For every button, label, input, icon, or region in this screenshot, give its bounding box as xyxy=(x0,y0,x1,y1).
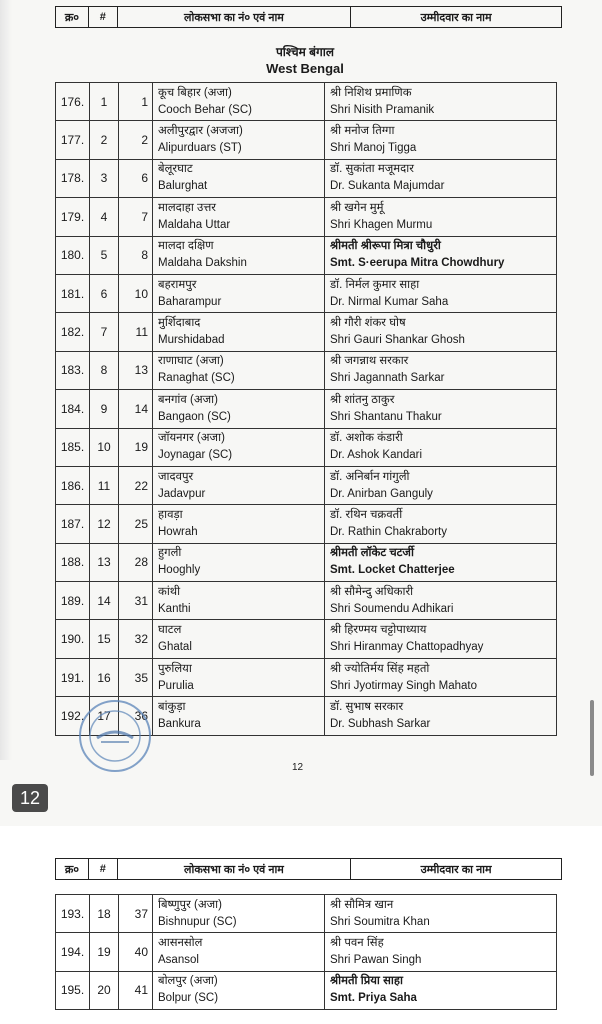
constituency-number: 25 xyxy=(119,505,153,543)
constituency-name-english: Kanthi xyxy=(158,602,191,615)
constituency-name-hindi: बेलूरघाट xyxy=(158,163,193,176)
serial-number: 188. xyxy=(56,543,90,581)
candidate-name-english: Smt. Priya Saha xyxy=(330,992,417,1005)
state-index: 10 xyxy=(90,428,119,466)
candidate-name-english: Shri Soumendu Adhikari xyxy=(330,602,454,615)
constituency-name xyxy=(153,933,325,971)
constituency-name xyxy=(153,505,325,543)
constituency-name-hindi: राणाघाट (अजा) xyxy=(158,355,224,368)
constituency-name-english: Purulia xyxy=(158,679,194,692)
serial-number: 193. xyxy=(56,895,90,933)
table-row xyxy=(56,620,557,658)
constituency-name-hindi: हावड़ा xyxy=(158,508,183,521)
state-title-hindi: पश्चिम बंगाल xyxy=(275,45,334,59)
candidate-name-hindi: श्री हिरण्मय चट्टोपाध्याय xyxy=(330,624,427,637)
constituency-name-english: Ranaghat (SC) xyxy=(158,372,235,385)
candidate-name xyxy=(325,697,557,735)
serial-number: 176. xyxy=(56,83,90,121)
constituency-name-english: Murshidabad xyxy=(158,334,225,347)
constituency-name-hindi: मालदाहा उत्तर xyxy=(158,201,216,214)
constituency-name xyxy=(153,83,325,121)
serial-number: 179. xyxy=(56,198,90,236)
candidate-name xyxy=(325,236,557,274)
page-edge-shadow xyxy=(0,0,12,760)
constituency-name-hindi: पुरुलिया xyxy=(158,662,192,675)
candidate-name-hindi: डॉ. निर्मल कुमार साहा xyxy=(330,278,420,291)
candidate-name xyxy=(325,543,557,581)
table-row xyxy=(56,658,557,696)
constituency-name-english: Asansol xyxy=(158,954,199,967)
table-row xyxy=(56,895,557,933)
table-row xyxy=(56,236,557,274)
constituency-name-hindi: बांकुड़ा xyxy=(158,700,186,713)
state-index: 14 xyxy=(90,582,119,620)
constituency-name xyxy=(153,582,325,620)
constituency-number: 40 xyxy=(119,933,153,971)
constituency-name xyxy=(153,121,325,159)
state-index: 3 xyxy=(90,159,119,197)
candidate-name xyxy=(325,83,557,121)
constituency-name xyxy=(153,543,325,581)
state-title-english: West Bengal xyxy=(266,61,344,76)
header-constituency: लोकसभा का नं० एवं नाम xyxy=(117,859,351,880)
candidate-name xyxy=(325,390,557,428)
candidate-name xyxy=(325,971,557,1009)
candidate-name xyxy=(325,582,557,620)
state-index: 19 xyxy=(90,933,119,971)
constituency-name-hindi: बिष्णुपुर (अजा) xyxy=(158,898,222,911)
constituency-name xyxy=(153,159,325,197)
constituency-number: 22 xyxy=(119,466,153,504)
constituency-name xyxy=(153,971,325,1009)
constituency-name-english: Bolpur (SC) xyxy=(158,992,219,1005)
table-header-top xyxy=(55,6,562,28)
candidate-name-hindi: श्रीमती प्रिया साहा xyxy=(330,975,403,988)
candidate-name-english: Dr. Subhash Sarkar xyxy=(330,717,431,730)
constituency-name-hindi: जादवपुर xyxy=(158,470,194,483)
state-index: 8 xyxy=(90,351,119,389)
candidate-name-english: Shri Jyotirmay Singh Mahato xyxy=(330,679,478,692)
constituency-number: 10 xyxy=(119,274,153,312)
constituency-name-hindi: घाटल xyxy=(158,624,182,637)
state-index: 5 xyxy=(90,236,119,274)
candidate-name xyxy=(325,121,557,159)
constituency-name-english: Joynagar (SC) xyxy=(158,449,233,462)
candidate-name-hindi: डॉ. अनिर्बान गांगुली xyxy=(330,470,410,483)
candidate-name-english: Shri Jagannath Sarkar xyxy=(330,372,445,385)
table-row xyxy=(56,351,557,389)
constituency-number: 1 xyxy=(119,83,153,121)
candidate-name-hindi: श्री पवन सिंह xyxy=(330,937,384,950)
document-page-13 xyxy=(0,826,602,1024)
state-index: 18 xyxy=(90,895,119,933)
constituency-name-hindi: जॉयनगर (अजा) xyxy=(158,432,225,445)
candidate-name-hindi: श्री जगन्नाथ सरकार xyxy=(330,355,409,368)
page-indicator-badge: 12 xyxy=(12,784,48,812)
constituency-number: 11 xyxy=(119,313,153,351)
candidate-name-hindi: डॉ. सुकांता मजूमदार xyxy=(330,163,414,176)
constituency-name-english: Hooghly xyxy=(158,564,201,577)
candidate-name-hindi: डॉ. अशोक कंडारी xyxy=(330,432,403,445)
header-sno: क्र० xyxy=(56,859,89,880)
table-row xyxy=(56,159,557,197)
serial-number: 180. xyxy=(56,236,90,274)
constituency-name xyxy=(153,697,325,735)
serial-number: 185. xyxy=(56,428,90,466)
constituency-name-english: Alipurduars (ST) xyxy=(158,142,242,155)
candidate-name xyxy=(325,428,557,466)
constituency-name-english: Maldaha Uttar xyxy=(158,218,231,231)
constituency-name xyxy=(153,274,325,312)
state-index: 9 xyxy=(90,390,119,428)
serial-number: 178. xyxy=(56,159,90,197)
constituency-number: 14 xyxy=(119,390,153,428)
serial-number: 183. xyxy=(56,351,90,389)
constituency-name-english: Bankura xyxy=(158,717,201,730)
candidate-name-english: Dr. Rathin Chakraborty xyxy=(330,525,447,538)
state-index: 1 xyxy=(90,83,119,121)
state-index: 20 xyxy=(90,971,119,1009)
candidate-name-english: Shri Gauri Shankar Ghosh xyxy=(330,334,465,347)
constituency-name xyxy=(153,198,325,236)
table-row xyxy=(56,428,557,466)
table-row xyxy=(56,121,557,159)
table-row xyxy=(56,83,557,121)
candidate-name-hindi: डॉ. रथिन चक्रवर्ती xyxy=(330,508,403,521)
candidate-name-hindi: श्री सौमेन्दु अधिकारी xyxy=(330,585,414,598)
candidate-name-english: Smt. Locket Chatterjee xyxy=(330,564,455,577)
candidate-name-english: Shri Hiranmay Chattopadhyay xyxy=(330,641,484,654)
constituency-name-hindi: कूच बिहार (अजा) xyxy=(158,86,232,99)
scrollbar-thumb[interactable] xyxy=(590,700,594,776)
header-candidate: उम्मीदवार का नाम xyxy=(351,7,562,28)
constituency-name-hindi: कांथी xyxy=(158,585,181,598)
constituency-number: 13 xyxy=(119,351,153,389)
constituency-name-hindi: हुगली xyxy=(158,547,182,560)
candidate-table xyxy=(55,82,557,736)
candidate-name-hindi: श्री सौमित्र खान xyxy=(330,898,394,911)
constituency-name-english: Bangaon (SC) xyxy=(158,410,231,423)
state-index: 2 xyxy=(90,121,119,159)
constituency-number: 8 xyxy=(119,236,153,274)
candidate-name xyxy=(325,198,557,236)
table-row xyxy=(56,543,557,581)
candidate-name-english: Dr. Sukanta Majumdar xyxy=(330,180,445,193)
serial-number: 192. xyxy=(56,697,90,735)
candidate-name xyxy=(325,351,557,389)
constituency-name-english: Maldaha Dakshin xyxy=(158,257,247,270)
candidate-name-english: Shri Nisith Pramanik xyxy=(330,103,435,116)
table-row xyxy=(56,198,557,236)
candidate-name-hindi: श्री निशिथ प्रमाणिक xyxy=(330,86,412,99)
constituency-name-hindi: बहरामपुर xyxy=(158,278,197,291)
constituency-name-english: Bishnupur (SC) xyxy=(158,915,237,928)
candidate-name-english: Dr. Nirmal Kumar Saha xyxy=(330,295,449,308)
candidate-name-hindi: श्री ज्योतिर्मय सिंह महतो xyxy=(330,662,430,675)
constituency-name-english: Howrah xyxy=(158,525,198,538)
constituency-name xyxy=(153,658,325,696)
state-index: 16 xyxy=(90,658,119,696)
candidate-name-hindi: डॉ. सुभाष सरकार xyxy=(330,700,404,713)
serial-number: 189. xyxy=(56,582,90,620)
constituency-number: 28 xyxy=(119,543,153,581)
candidate-name xyxy=(325,274,557,312)
state-index: 15 xyxy=(90,620,119,658)
candidate-name-hindi: श्री गौरी शंकर घोष xyxy=(330,317,406,330)
constituency-name xyxy=(153,351,325,389)
constituency-number: 31 xyxy=(119,582,153,620)
serial-number: 194. xyxy=(56,933,90,971)
constituency-number: 36 xyxy=(119,697,153,735)
candidate-name-english: Dr. Anirban Ganguly xyxy=(330,487,433,500)
constituency-name xyxy=(153,313,325,351)
constituency-name-english: Balurghat xyxy=(158,180,208,193)
candidate-name-english: Shri Shantanu Thakur xyxy=(330,410,442,423)
candidate-name-english: Shri Pawan Singh xyxy=(330,954,422,967)
constituency-name-hindi: आसनसोल xyxy=(158,937,203,950)
candidate-name-hindi: श्रीमती श्रीरूपा मित्रा चौधुरी xyxy=(330,240,441,253)
constituency-name-hindi: मालदा दक्षिण xyxy=(158,240,214,253)
constituency-number: 37 xyxy=(119,895,153,933)
candidate-name xyxy=(325,658,557,696)
table-row xyxy=(56,933,557,971)
serial-number: 190. xyxy=(56,620,90,658)
serial-number: 191. xyxy=(56,658,90,696)
constituency-number: 35 xyxy=(119,658,153,696)
candidate-name-hindi: श्रीमती लॉकेट चटर्जी xyxy=(330,547,414,560)
serial-number: 184. xyxy=(56,390,90,428)
constituency-number: 2 xyxy=(119,121,153,159)
candidate-name-english: Dr. Ashok Kandari xyxy=(330,449,423,462)
serial-number: 177. xyxy=(56,121,90,159)
candidate-name xyxy=(325,313,557,351)
constituency-name-english: Baharampur xyxy=(158,295,222,308)
candidate-name xyxy=(325,895,557,933)
constituency-name-hindi: बनगांव (अजा) xyxy=(158,393,218,406)
constituency-name xyxy=(153,236,325,274)
table-row xyxy=(56,313,557,351)
table-row xyxy=(56,505,557,543)
candidate-name xyxy=(325,620,557,658)
candidate-name-english: Shri Manoj Tigga xyxy=(330,142,417,155)
state-index: 11 xyxy=(90,466,119,504)
state-index: 13 xyxy=(90,543,119,581)
constituency-number: 7 xyxy=(119,198,153,236)
serial-number: 195. xyxy=(56,971,90,1009)
constituency-name xyxy=(153,895,325,933)
constituency-number: 19 xyxy=(119,428,153,466)
page-number: 12 xyxy=(292,762,304,773)
header-sno: क्र० xyxy=(56,7,89,28)
constituency-name-hindi: बोलपुर (अजा) xyxy=(158,975,218,988)
candidate-name-english: Smt. S·eerupa Mitra Chowdhury xyxy=(330,257,505,270)
header-constituency: लोकसभा का नं० एवं नाम xyxy=(117,7,351,28)
candidate-name xyxy=(325,933,557,971)
candidate-name-english: Shri Soumitra Khan xyxy=(330,915,430,928)
state-index: 4 xyxy=(90,198,119,236)
constituency-name-english: Cooch Behar (SC) xyxy=(158,103,252,116)
candidate-table-continued xyxy=(55,894,557,1010)
header-candidate: उम्मीदवार का नाम xyxy=(351,859,562,880)
serial-number: 186. xyxy=(56,466,90,504)
table-row xyxy=(56,582,557,620)
candidate-name-hindi: श्री शांतनु ठाकुर xyxy=(330,393,395,406)
constituency-name-hindi: मुर्शिदाबाद xyxy=(158,317,201,330)
constituency-name xyxy=(153,390,325,428)
candidate-name xyxy=(325,466,557,504)
constituency-name-hindi: अलीपुरद्वार (अजजा) xyxy=(158,125,243,138)
table-row xyxy=(56,971,557,1009)
table-row xyxy=(56,390,557,428)
table-row xyxy=(56,274,557,312)
constituency-name xyxy=(153,466,325,504)
state-index: 6 xyxy=(90,274,119,312)
candidate-name-hindi: श्री खगेन मुर्मू xyxy=(330,201,384,214)
header-idx: # xyxy=(88,7,117,28)
constituency-name xyxy=(153,620,325,658)
official-seal-icon xyxy=(77,698,153,774)
header-idx: # xyxy=(88,859,117,880)
serial-number: 182. xyxy=(56,313,90,351)
constituency-name-english: Jadavpur xyxy=(158,487,206,500)
constituency-number: 32 xyxy=(119,620,153,658)
table-header-bottom xyxy=(55,858,562,880)
serial-number: 181. xyxy=(56,274,90,312)
constituency-number: 6 xyxy=(119,159,153,197)
constituency-name-english: Ghatal xyxy=(158,641,192,654)
candidate-name-english: Shri Khagen Murmu xyxy=(330,218,433,231)
candidate-name-hindi: श्री मनोज तिग्गा xyxy=(330,125,395,138)
table-row xyxy=(56,466,557,504)
candidate-name xyxy=(325,159,557,197)
constituency-number: 41 xyxy=(119,971,153,1009)
state-index: 7 xyxy=(90,313,119,351)
state-index: 17 xyxy=(90,697,119,735)
state-index: 12 xyxy=(90,505,119,543)
serial-number: 187. xyxy=(56,505,90,543)
candidate-name xyxy=(325,505,557,543)
constituency-name xyxy=(153,428,325,466)
